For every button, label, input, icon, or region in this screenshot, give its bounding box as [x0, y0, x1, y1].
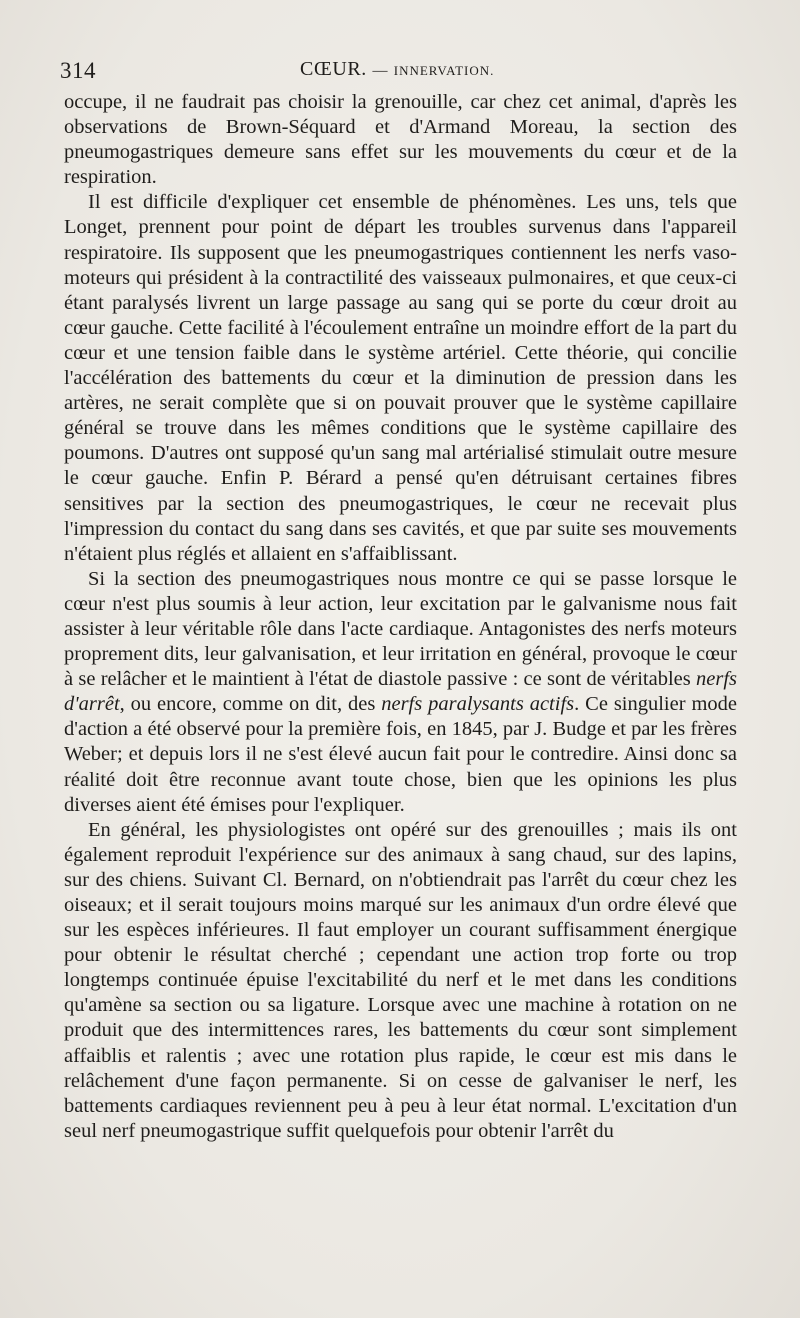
paragraph-3-part-1: Si la section des pneumogastriques nous montre ce qui se passe lorsque le cœur n'est plus soumis à leur action, leur excitation par le galvanisme nous fait assister à leur véritable rôle dans l'acte cardiaque. Antagonistes des nerfs moteurs proprement dits, leur galvanisation, et leur irritation en général, provoque le cœur à se relâcher et le maintient à l'état de diastole passive : ce sont de véritables [64, 567, 737, 691]
paragraph-1: occupe, il ne faudrait pas choisir la grenouille, car chez cet animal, d'après les observations de Brown-Séquard et d'Armand Moreau, la section des pneumogastriques demeure sans effet sur les mouvements du cœur et de la respiration. [64, 91, 737, 189]
paragraph-3-part-2: , ou encore, comme on dit, des [119, 693, 382, 716]
paragraph-4: En général, les physiologistes ont opéré sur des grenouilles ; mais ils ont également reproduit l'expérience sur des animaux à sang chaud, sur des lapins, sur des chiens. Suivant Cl. Bernard, on n'obtiendrait pas l'arrêt du cœur chez les oiseaux; et il serait toujours moins marqué sur les animaux d'un ordre élevé que sur les espèces inférieures. Il faut employer un courant suffisamment énergique pour obtenir le résultat cherché ; cependant une action trop forte ou trop longtemps continuée épuise l'excitabilité du nerf et le met dans les conditions qu'amène sa section ou sa ligature. Lorsque avec une machine à rotation on ne produit que des intermittences rares, les battements du cœur sont simplement affaiblis et ralentis ; avec une rotation plus rapide, le cœur est mis dans le relâchement d'une façon permanente. Si on cesse de galvaniser le nerf, les battements cardiaques reviennent peu à peu à leur état normal. L'excitation d'un seul nerf pneumogastrique suffit quelquefois pour obtenir l'arrêt du [64, 818, 737, 1142]
italic-term-nerfs-paralysants: nerfs paralysants actifs [381, 693, 575, 716]
body-text [64, 90, 737, 1144]
running-title [300, 58, 494, 81]
paragraph-2: Il est difficile d'expliquer cet ensemble de phénomènes. Les uns, tels que Longet, prennent pour point de départ les troubles survenus dans l'appareil respiratoire. Ils supposent que les pneumogastriques contiennent les nerfs vaso-moteurs qui président à la contractilité des vaisseaux pulmonaires, et que ceux-ci étant paralysés livrent un large passage au sang qui se porte du cœur droit au cœur gauche. Cette facilité à l'écoulement entraîne un moindre effort de la part du cœur et une tension faible dans le système artériel. Cette théorie, qui concilie l'accélération des battements du cœur et la diminution de pression dans les artères, ne serait complète que si on pouvait prouver que le système capillaire général se trouve dans les mêmes conditions que le système capillaire des poumons. D'autres ont supposé qu'un sang mal artérialisé stimulait outre mesure le cœur gauche. Enfin P. Bérard a pensé qu'en détruisant certaines fibres sensitives par la section des pneumogastriques, le cœur ne recevait plus l'impression du contact du sang dans ses cavités, et que par suite ses mouvements n'étaient plus réglés et allaient en s'affaiblissant. [64, 191, 737, 565]
title-separator: — [372, 63, 389, 79]
paragraph-3 [64, 567, 737, 818]
italic-term-nerfs-darret: nerfs d'arrêt [64, 668, 737, 716]
chapter-title: CŒUR. [300, 58, 367, 80]
running-header [60, 58, 736, 88]
section-title: INNERVATION. [393, 63, 495, 78]
paragraph-3-part-3: . Ce singulier mode d'action a été observé pour la première fois, en 1845, par J. Budge et par les frères Weber; et depuis lors il ne s'est élevé aucun fait pour le contredire. Ainsi donc sa réalité doit être reconnue avant toute chose, bien que les opinions les plus diverses aient été émises pour l'expliquer. [64, 693, 737, 816]
page-number: 314 [60, 58, 96, 83]
